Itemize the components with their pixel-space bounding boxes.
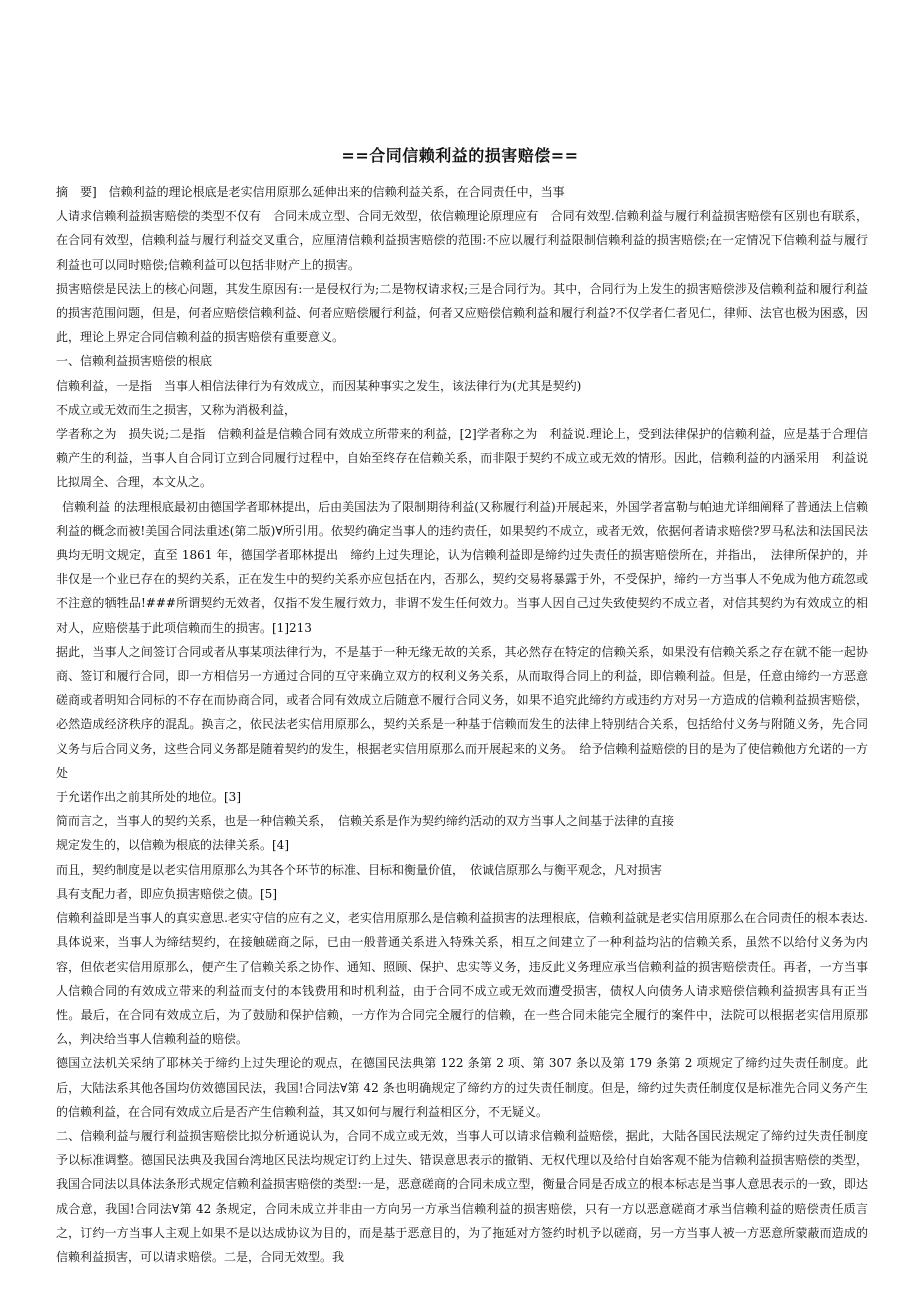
- body-paragraph: 不成立或无效而生之损害，又称为消极利益，: [56, 402, 297, 417]
- body-paragraph: 具有支配力者，即应负损害赔偿之债。[5]: [56, 886, 277, 901]
- body-paragraph: 而且，契约制度是以老实信用原那么为其各个环节的标准、目标和衡量价值， 依诚信原那么与衡平观念，凡对损害: [56, 862, 663, 877]
- section-heading-1: 一、信赖利益损害赔偿的根底: [56, 354, 213, 369]
- page-title: ==合同信赖利益的损害赔偿==: [341, 146, 579, 165]
- body-paragraph: 学者称之为 损失说;二是指 信赖利益是信赖合同有效成立所带来的利益，[2]学者称之为 利益说.理论上，受到法律保护的信赖利益，应是基于合理信赖产生的利益，当事人自合同订立到合同履行过程中，自始至终存在信赖关系，而非限于契约不成立或无效的情形。因此，信赖利益的内涵采用 利益说 比拟周全、合理，本文从之。: [56, 427, 868, 490]
- abstract-continuation-paragraph: 人请求信赖利益损害赔偿的类型不仅有 合同未成立型、合同无效型，依信赖理论原理应有 合同有效型.信赖利益与履行利益损害赔偿有区别也有联系，在合同有效型，信赖利益与履行利益交叉重合，应厘清信赖利益损害赔偿的范围:不应以履行利益限制信赖利益的损害赔偿;在一定情况下信赖利益与履行利益也可以同时赔偿;信赖利益可以包括非财产上的损害。: [56, 209, 868, 272]
- abstract-paragraph: 摘 要] 信赖利益的理论根底是老实信用原那么延伸出来的信赖利益关系，在合同责任中，当事: [56, 185, 565, 199]
- body-paragraph: 信赖利益即是当事人的真实意思.老实守信的应有之义，老实信用原那么是信赖利益损害的法理根底，信赖利益就是老实信用原那么在合同责任的根本表达.具体说来，当事人为缔结契约，在接触磋商之际，已由一般普通关系进入特殊关系，相互之间建立了一种利益均沾的信赖关系，虽然不以给付义务为内容，但依老实信用原那么，便产生了信赖关系之协作、通知、照顾、保护、忠实等义务，违反此义务理应承当信赖利益的损害赔偿责任。再者，一方当事人信赖合同的有效成立带来的利益而支付的本钱费用和时机利益，由于合同不成立或无效而遭受损害，债权人向债务人请求赔偿信赖利益损害具有正当性。最后，在合同有效成立后，为了鼓励和保护信赖，一方作为合同完全履行的信赖，在一些合同未能完全履行的案件中，法院可以根据老实信用原那么，判决给当事人信赖利益的赔偿。: [56, 911, 868, 1047]
- document-body: [56, 180, 868, 1269]
- body-paragraph: 信赖利益，一是指 当事人相信法律行为有效成立，而因某种事实之发生，该法律行为(尤其是契约): [56, 378, 582, 393]
- body-paragraph: 据此，当事人之间签订合同或者从事某项法律行为，不是基于一种无缘无故的关系，其必然存在特定的信赖关系，如果没有信赖关系之存在就不能一起协商、签订和履行合同，即一方相信另一方通过合同的互守来确立双方的权利义务关系，从而取得合同上的利益，即信赖利益。但是，任意由缔约一方恶意磋商或者明知合同标的不存在而协商合同，或者合同有效成立后随意不履行合同义务，如果不追究此缔约方或违约方对另一方造成的信赖利益损害赔偿，必然造成经济秩序的混乱。换言之，依民法老实信用原那么，契约关系是一种基于信赖而发生的法律上特别结合关系，包括给付义务与附随义务，先合同义务与后合同义务，这些合同义务都是随着契约的发生，根据老实信用原那么而开展起来的义务。 给予信赖利益赔偿的目的是为了使信赖他方允诺的一方处: [56, 644, 868, 780]
- body-paragraph: 简而言之，当事人的契约关系，也是一种信赖关系， 信赖关系是作为契约缔约活动的双方当事人之间基于法律的直接: [56, 814, 675, 829]
- body-paragraph: 规定发生的，以信赖为根底的法律关系。[4]: [56, 838, 289, 853]
- body-paragraph: 德国立法机关采纳了耶林关于缔约上过失理论的观点，在德国民法典第 122 条第 2 项、第 307 条以及第 179 条第 2 项规定了缔约过失责任制度。此后，大陆法系其他各国均仿效德国民法，我国!合同法∀第 42 条也明确规定了缔约方的过失责任制度。但是，缔约过失责任制度仅是标准先合同义务产生的信赖利益，在合同有效成立后是否产生信赖利益，其又如何与履行利益相区分，不无疑义。: [56, 1056, 868, 1119]
- section-heading-2-paragraph: 二、信赖利益与履行利益损害赔偿比拟分析通说认为，合同不成立或无效，当事人可以请求信赖利益赔偿，据此，大陆各国民法规定了缔约过失责任制度予以标准调整。德国民法典及我国台湾地区民法均规定订约上过失、错误意思表示的撤销、无权代理以及给付自始客观不能为信赖利益损害赔偿的类型，我国合同法以具体法条形式规定信赖利益损害赔偿的类型:一是，恶意磋商的合同未成立型，衡量合同是否成立的根本标志是当事人意思表示的一致，即达成合意，我国!合同法∀第 42 条规定，合同未成立并非由一方向另一方承当信赖利益的损害赔偿，只有一方以恶意磋商才承当信赖利益的赔偿责任质言之，订约一方当事人主观上如果不是以达成协议为目的，而是基于恶意目的，为了拖延对方签约时机予以磋商，另一方当事人被一方恶意所蒙蔽而造成的信赖利益损害，可以请求赔偿。二是，合同无效型。我: [56, 1128, 868, 1264]
- intro-paragraph: 损害赔偿是民法上的核心问题，其发生原因有:一是侵权行为;二是物权请求权;三是合同行为。其中，合同行为上发生的损害赔偿涉及信赖利益和履行利益的损害范围问题，但是，何者应赔偿信赖利益、何者应赔偿履行利益，何者又应赔偿信赖利益和履行利益?不仅学者仁者见仁，律师、法官也极为困惑，因此，理论上界定合同信赖利益的损害赔偿有重要意义。: [56, 281, 868, 345]
- body-paragraph: 信赖利益 的法理根底最初由德国学者耶林提出，后由美国法为了限制期待利益(又称履行利益)开展起来，外国学者富勒与帕迪尤详细阐释了普通法上信赖利益的概念而被!美国合同法重述(第二版)∀所引用。依契约确定当事人的违约责任，如果契约不成立，或者无效，依据何者请求赔偿?罗马私法和法国民法典均无明文规定，直至 1861 年，德国学者耶林提出 缔约上过失理论，认为信赖利益即是缔约过失责任的损害赔偿所在，并指出， 法律所保护的，并非仅是一个业已存在的契约关系，正在发生中的契约关系亦应包括在内，否那么，契约交易将暴露于外，不受保护，缔约一方当事人不免成为他方疏忽或不注意的牺牲品!###所谓契约无效者，仅指不发生履行效力，非谓不发生任何效力。当事人因自己过失致使契约不成立者，对信其契约为有效成立的相对人，应赔偿基于此项信赖而生的损害。[1]213: [56, 499, 868, 635]
- body-paragraph: 于允诺作出之前其所处的地位。[3]: [56, 790, 241, 805]
